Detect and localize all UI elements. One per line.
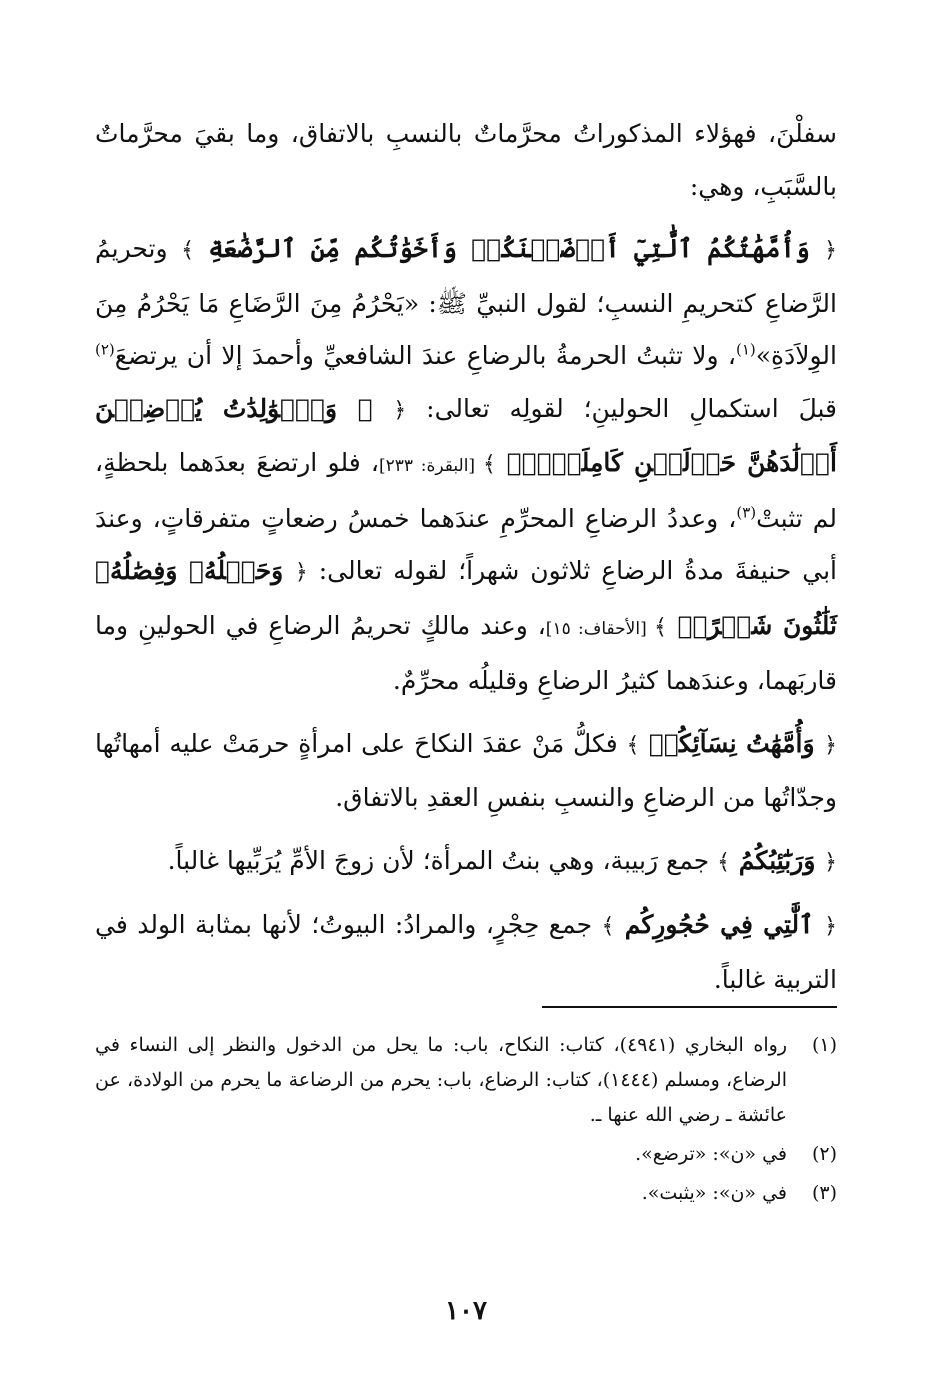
footnote-item [95,1028,837,1133]
quran-bracket: ﴿ [824,732,837,758]
paragraph [95,835,837,890]
quran-bracket: ﴿ [393,397,407,423]
quran-bracket: ﴾ [717,849,731,875]
paragraph [95,899,837,1006]
quran-bracket: ﴾ [181,238,195,263]
footnotes [95,1028,837,1215]
footnote-number: (٢) [811,1143,837,1165]
quran-verse: وَرَبَٰٓئِبُكُمُ [730,845,825,875]
quran-bracket: ﴾ [601,914,615,939]
paragraph [95,718,837,825]
footnote-text: رواه البخاري (٤٩٤١)، كتاب: النكاح، باب: ما يحل من الدخول والنظر إلى النساء في الرضاع، ومسلم (١٤٤٤)، كتاب: الرضاع، باب: يحرم من الرضاعة ما يحرم من الولادة، عن عائشة ـ رضي الله عنها ـ. [95,1034,787,1126]
quran-bracket: ﴾ [654,614,667,640]
body-text-run: سفلْنَ، فهؤلاء المذكوراتُ محرَّماتٌ بالنسبِ بالاتفاق، وما بقيَ محرَّماتٌ بالسَّبَبِ، وهي: [95,119,837,201]
quran-verse: وَحَمۡلُهُۥ وَفِصَٰلُهُۥ ثَلَٰثُونَ شَهۡرًاۚ [95,556,837,640]
quran-bracket: ﴿ [824,238,837,263]
footnote-marker: (١) [735,340,756,359]
footnote-item [95,1176,837,1211]
quran-verse: وَأُمَّهَٰتُ نِسَآئِكُمۡ [639,728,825,758]
quran-bracket: ﴿ [294,560,308,585]
body-text-run: قبلَ استكمالِ الحولينِ؛ لقولِه تعالى: [406,393,837,423]
main-text [95,108,837,1006]
body-text-run: ، وعددُ الرضاعِ المحرِّمِ عندَهما خمسُ رضعاتٍ متفرقاتٍ، وعندَ أبي حنيفةَ مدةُ الرضاعِ ثلاثون شهراً؛ لقوله تعالى: [95,503,837,585]
quran-bracket: ﴿ [824,914,837,939]
book-page [95,108,837,1358]
quran-bracket: ﴾ [626,732,640,758]
quran-verse: ٱلَّٰتِي فِي حُجُورِكُم [614,910,825,939]
verse-reference: [البقرة: ٢٣٣] [379,456,483,476]
quran-bracket: ﴿ [824,849,837,875]
body-text-run: فكلُّ مَنْ عقدَ النكاحَ على امرأةٍ حرمَتْ عليه أمهاتُها وجدّاتُها من الرضاعِ والنسبِ بنفسِ العقدِ بالاتفاق. [95,728,837,812]
body-text-run: وتحريمُ الرَّضاعِ كتحريمِ النسبِ؛ لقول النبيِّ ﷺ: «يَحْرُمُ مِنَ الرَّضَاعِ مَا يَحْرُمُ مِنَ الوِلاَدَةِ» [95,234,837,370]
paragraph [95,223,837,708]
body-text-run: جمع حِجْرٍ، والمرادُ: البيوتُ؛ لأنها بمثابة الولد في التربية غالباً. [95,910,837,994]
quran-bracket: ﴾ [482,452,496,477]
footnote-text: في «ن»: «يثبت». [641,1182,787,1204]
footnote-marker: (٢) [95,340,115,359]
footnote-separator [542,1006,837,1008]
footnote-number: (٣) [811,1182,837,1204]
footnote-number: (١) [811,1034,837,1056]
footnote-marker: (٣) [736,503,757,522]
footnote-item [95,1137,837,1172]
paragraph [95,108,837,213]
verse-reference: [الأحقاف: ١٥] [545,618,655,639]
quran-verse: وَأُمَّهَٰتُكُمُ ٱلَّٰتِيٓ أَرۡضَعۡنَكُمۡ وَأَخَوَٰتُكُم مِّنَ ٱلرَّضَٰعَةِ [194,234,825,263]
body-text-run: ، وعند مالكٍ تحريمُ الرضاعِ في الحولينِ وما قاربَهما، وعندَهما كثيرُ الرضاعِ وقليلُه محرِّمٌ. [95,610,837,695]
body-text-run: ، فلو ارتضعَ بعدَهما بلحظةٍ، لم تثبتْ [95,448,837,533]
page-number: ١٠٧ [445,1296,487,1326]
footnote-text: في «ن»: «ترضع». [635,1143,787,1165]
body-text-run: ، ولا تثبتُ الحرمةُ بالرضاعِ عندَ الشافعيِّ وأحمدَ إلا أن يرتضعَ [114,341,736,370]
body-text-run: جمع رَبيبة، وهي بنتُ المرأة؛ لأن زوجَ الأمِّ يُرَبِّيها غالباً. [167,845,718,875]
quran-verse: ۞ وَٱلۡوَٰلِدَٰتُ يُرۡضِعۡنَ أَوۡلَٰدَهُنَّ حَوۡلَيۡنِ كَامِلَيۡنِۖ [95,393,838,477]
